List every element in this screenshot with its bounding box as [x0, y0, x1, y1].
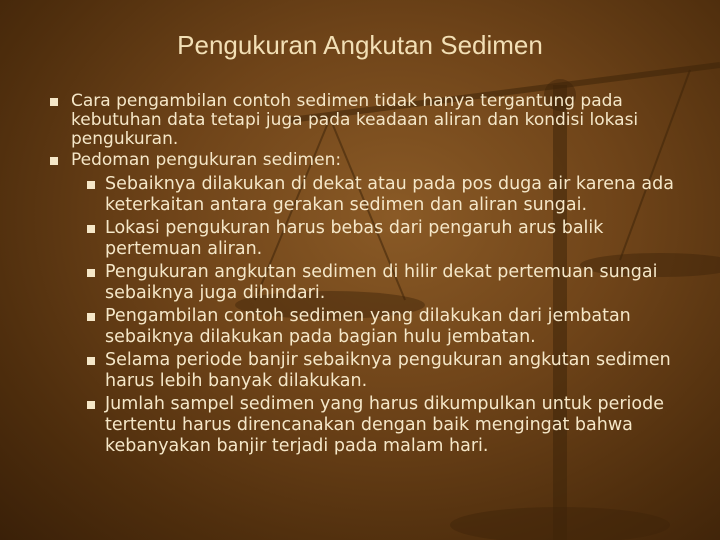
sub-bullet-item [50, 262, 680, 304]
sub-bullet-item [50, 306, 680, 348]
bullet-item [50, 151, 680, 170]
slide-content [50, 92, 680, 459]
sub-bullet-item [50, 218, 680, 260]
sub-bullet-item [50, 394, 680, 457]
square-bullet-icon [87, 225, 95, 233]
bullet-text: Pedoman pengukuran sedimen: [71, 150, 342, 170]
sub-bullet-text: Pengambilan contoh sedimen yang dilakukan dari jembatan sebaiknya dilakukan pada bagian hulu jembatan. [105, 306, 631, 347]
sub-bullet-item [50, 174, 680, 216]
sub-bullet-text: Pengukuran angkutan sedimen di hilir dekat pertemuan sungai sebaiknya juga dihindari. [105, 262, 658, 303]
bullet-text: Cara pengambilan contoh sedimen tidak hanya tergantung pada kebutuhan data tetapi juga pada keadaan aliran dan kondisi lokasi pengukuran. [71, 91, 639, 149]
slide-title: Pengukuran Angkutan Sedimen [177, 30, 543, 60]
sub-bullet-item [50, 350, 680, 392]
sub-bullet-text: Lokasi pengukuran harus bebas dari pengaruh arus balik pertemuan aliran. [105, 218, 604, 259]
sub-bullet-text: Jumlah sampel sedimen yang harus dikumpulkan untuk periode tertentu harus direncanakan dengan baik mengingat bahwa kebanyakan banjir terjadi pada malam hari. [105, 394, 664, 456]
bullet-item [50, 92, 680, 149]
square-bullet-icon [50, 98, 58, 106]
square-bullet-icon [87, 181, 95, 189]
square-bullet-icon [87, 401, 95, 409]
square-bullet-icon [87, 269, 95, 277]
sub-bullet-text: Selama periode banjir sebaiknya pengukuran angkutan sedimen harus lebih banyak dilakukan. [105, 350, 671, 391]
square-bullet-icon [87, 313, 95, 321]
square-bullet-icon [50, 157, 58, 165]
sub-bullet-text: Sebaiknya dilakukan di dekat atau pada pos duga air karena ada keterkaitan antara gerakan sedimen dan aliran sungai. [105, 174, 674, 215]
square-bullet-icon [87, 357, 95, 365]
